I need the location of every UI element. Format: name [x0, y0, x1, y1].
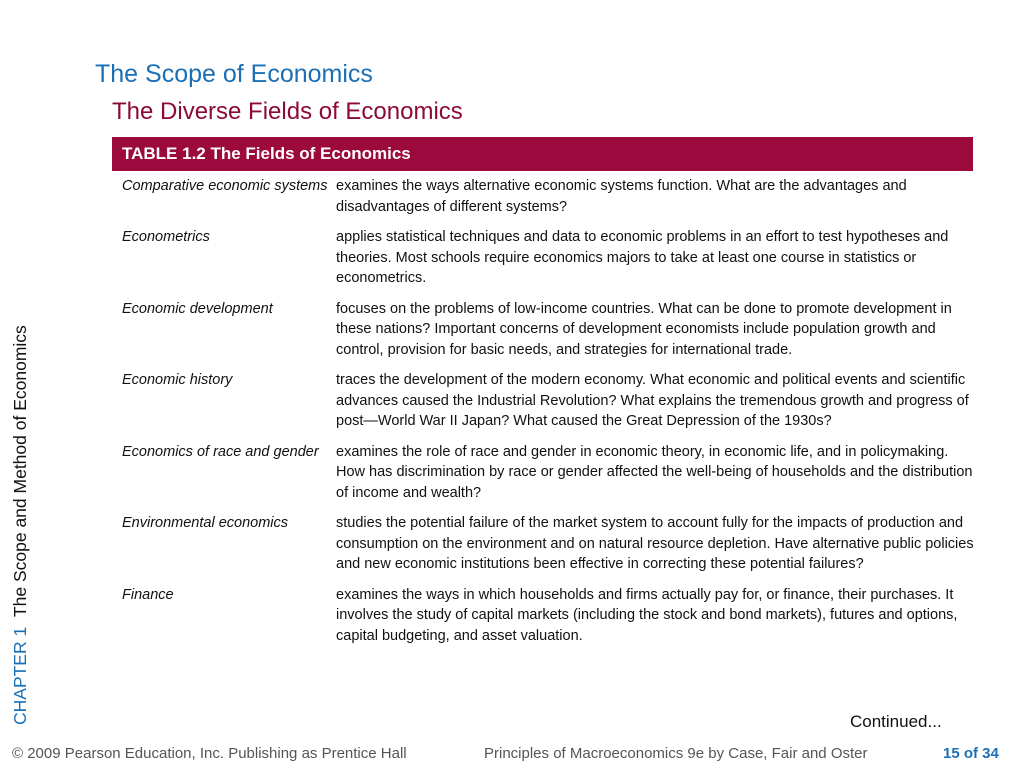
field-description: traces the development of the modern economy. What economic and political events and scientific advances caused the Industrial Revolution? What explains the tremendous growth and progress of post—World War II Japan? What caused the Great Depression of the 1930s? — [336, 372, 969, 429]
field-term: Environmental economics — [122, 515, 289, 531]
footer-book-title: Principles of Macroeconomics 9e by Case, Fair and Oster — [484, 745, 868, 762]
table-row — [112, 513, 973, 575]
field-term: Finance — [122, 586, 174, 603]
slide-subtitle: The Diverse Fields of Economics — [112, 98, 463, 125]
table-row — [112, 227, 973, 289]
continued-note: Continued... — [850, 712, 942, 731]
field-description: examines the ways in which households and firms actually pay for, or finance, their purchases. It involves the study of capital markets (including the stock and bond markets), futures and options, capital budgeting, and asset valuation. — [336, 586, 958, 644]
table-row — [112, 299, 973, 361]
chapter-number: CHAPTER 1 — [10, 626, 30, 725]
table-row — [112, 585, 973, 647]
table-row — [112, 176, 973, 217]
table-row — [112, 370, 973, 432]
chapter-title: The Scope and Method of Economics — [10, 325, 30, 618]
page-indicator: 15 of 34 — [943, 745, 999, 762]
field-description: focuses on the problems of low-income countries. What can be done to promote development in these nations? Important concerns of development economists include population growth and control, provision for basic needs, and strategies for international trade. — [336, 300, 952, 358]
field-description: studies the potential failure of the market system to account fully for the impacts of production and consumption on the environment and on natural resource depletion. Have alternative public policies and new economic institutions been effective in correcting these potential failures? — [336, 515, 974, 572]
footer-copyright: © 2009 Pearson Education, Inc. Publishing as Prentice Hall — [12, 745, 407, 762]
field-description: applies statistical techniques and data to economic problems in an effort to test hypotheses and theories. Most schools require economics majors to take at least one course in statistics or econometrics. — [336, 229, 949, 286]
field-description: examines the role of race and gender in economic theory, in economic life, and in policymaking. How has discrimination by race or gender affected the well-being of households and the distribution of income and wealth? — [336, 443, 973, 501]
field-term: Econometrics — [122, 229, 210, 245]
field-term: Economic development — [122, 300, 273, 317]
table-row — [112, 442, 973, 504]
slide-title: The Scope of Economics — [95, 60, 373, 88]
field-term: Economics of race and gender — [122, 443, 319, 460]
fields-table — [112, 137, 973, 656]
table-caption: TABLE 1.2 The Fields of Economics — [112, 137, 973, 171]
chapter-side-label — [10, 325, 31, 725]
field-term: Comparative economic systems — [122, 178, 328, 194]
field-term: Economic history — [122, 372, 233, 388]
field-description: examines the ways alternative economic systems function. What are the advantages and disadvantages of different systems? — [336, 178, 907, 215]
table-body — [112, 171, 973, 646]
